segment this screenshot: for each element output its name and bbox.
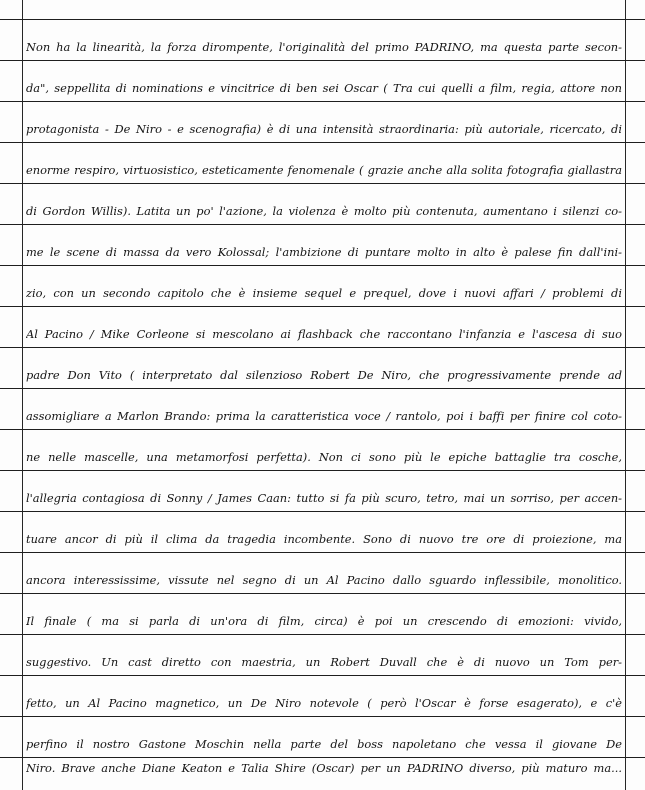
ruled-line <box>0 60 645 61</box>
ruled-line <box>0 265 645 266</box>
handwritten-line-6: me le scene di massa da vero Kolossal; l'ambizione di puntare molto in alto è palese fin dall'ini- <box>26 245 622 259</box>
handwritten-line-16: suggestivo. Un cast diretto con maestria, un Robert Duvall che è di nuovo un Tom per- <box>26 655 622 669</box>
handwritten-line-7: zio, con un secondo capitolo che è insieme sequel e prequel, dove i nuovi affari / problemi di <box>26 286 622 300</box>
ruled-line <box>0 224 645 225</box>
ruled-line <box>0 675 645 676</box>
handwritten-line-14: ancora interessissime, vissute nel segno di un Al Pacino dallo sguardo inflessibile, monolitico. <box>26 573 622 587</box>
ruled-line <box>0 634 645 635</box>
ruled-line <box>0 183 645 184</box>
ruled-line <box>0 388 645 389</box>
handwritten-line-19: Niro. Brave anche Diane Keaton e Talia Shire (Oscar) per un PADRINO diverso, più maturo ma... <box>26 761 622 775</box>
handwritten-line-10: assomigliare a Marlon Brando: prima la caratteristica voce / rantolo, poi i baffi per finire col coto- <box>26 409 622 423</box>
left-margin-line <box>22 0 23 790</box>
handwritten-line-4: enorme respiro, virtuosistico, esteticamente fenomenale ( grazie anche alla solita fotografia giallastra <box>26 163 622 177</box>
handwritten-line-12: l'allegria contagiosa di Sonny / James Caan: tutto si fa più scuro, tetro, mai un sorriso, per accen- <box>26 491 622 505</box>
handwritten-line-17: fetto, un Al Pacino magnetico, un De Niro notevole ( però l'Oscar è forse esagerato), e c'è <box>26 696 622 710</box>
ruled-line <box>0 19 645 20</box>
handwritten-line-2: da", seppellita di nominations e vincitrice di ben sei Oscar ( Tra cui quelli a film, regia, attore non <box>26 81 622 95</box>
handwritten-line-11: ne nelle mascelle, una metamorfosi perfetta). Non ci sono più le epiche battaglie tra cosche, <box>26 450 622 464</box>
ruled-line <box>0 101 645 102</box>
handwritten-line-13: tuare ancor di più il clima da tragedia incombente. Sono di nuovo tre ore di proiezione, ma <box>26 532 622 546</box>
ruled-line <box>0 429 645 430</box>
handwritten-line-15: Il finale ( ma si parla di un'ora di film, circa) è poi un crescendo di emozioni: vivido, <box>26 614 622 628</box>
ruled-line <box>0 552 645 553</box>
handwritten-line-8: Al Pacino / Mike Corleone si mescolano ai flashback che raccontano l'infanzia e l'ascesa di suo <box>26 327 622 341</box>
ruled-line <box>0 593 645 594</box>
right-margin-line <box>625 0 626 790</box>
handwritten-line-1: Non ha la linearità, la forza dirompente, l'originalità del primo PADRINO, ma questa parte secon- <box>26 40 622 54</box>
ruled-line <box>0 470 645 471</box>
ruled-line <box>0 306 645 307</box>
ruled-line <box>0 142 645 143</box>
handwritten-line-9: padre Don Vito ( interpretato dal silenzioso Robert De Niro, che progressivamente prende ad <box>26 368 622 382</box>
ruled-line <box>0 716 645 717</box>
handwritten-line-3: protagonista - De Niro - e scenografia) è di una intensità straordinaria: più autoriale, ricercato, di <box>26 122 622 136</box>
ruled-line <box>0 511 645 512</box>
handwritten-line-18: perfino il nostro Gastone Moschin nella parte del boss napoletano che vessa il giovane De <box>26 737 622 751</box>
ruled-line <box>0 347 645 348</box>
handwritten-line-5: di Gordon Willis). Latita un po' l'azione, la violenza è molto più contenuta, aumentano i silenzi co- <box>26 204 622 218</box>
